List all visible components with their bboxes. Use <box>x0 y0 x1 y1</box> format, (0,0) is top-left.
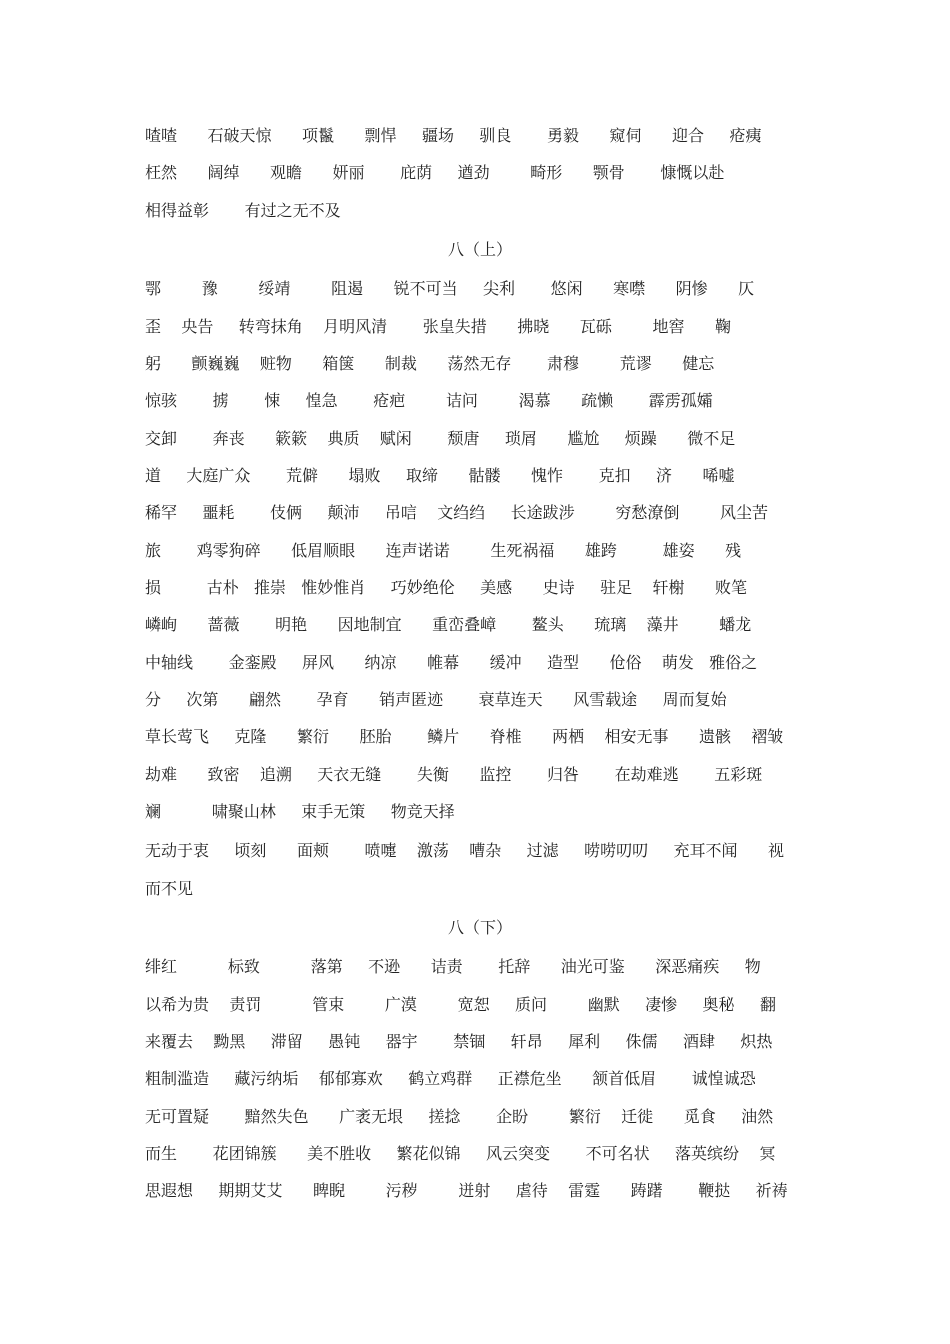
text-line: 而不见 <box>145 879 194 898</box>
text-line: 歪 央告 转弯抹角 月明风清 张皇失措 拂晓 瓦砾 地窖 鞠 <box>145 317 731 336</box>
text-line: 分 次第 翩然 孕育 销声匿迹 衰草连天 风雪载途 周而复始 <box>145 690 727 709</box>
text-line: 斓 啸聚山林 束手无策 物竞天择 <box>145 802 455 821</box>
text-line: 相得益彰 有过之无不及 <box>145 201 341 220</box>
text-line: 而生 花团锦簇 美不胜收 繁花似锦 风云突变 不可名状 落英缤纷 冥 <box>145 1144 776 1163</box>
text-line: 无可置疑 黯然失色 广袤无垠 搓捻 企盼 繁衍 迁徙 觅食 油然 <box>145 1107 774 1126</box>
text-line: 损 古朴 推崇 惟妙惟肖 巧妙绝伦 美感 史诗 驻足 轩榭 败笔 <box>145 578 747 597</box>
text-line: 粗制滥造 藏污纳垢 郁郁寡欢 鹤立鸡群 正襟危坐 颔首低眉 诚惶诚恐 <box>145 1069 756 1088</box>
text-line: 来覆去 黝黑 滞留 愚钝 器宇 禁锢 轩昂 犀利 侏儒 酒肆 炽热 <box>145 1032 773 1051</box>
text-line: 绯红 标致 落第 不逊 诘责 托辞 油光可鉴 深恶痛疾 物 <box>145 957 761 976</box>
text-line: 鄂 豫 绥靖 阻遏 锐不可当 尖利 悠闲 寒噤 阴惨 仄 <box>145 279 755 298</box>
text-line: 草长莺飞 克隆 繁衍 胚胎 鳞片 脊椎 两栖 相安无事 遗骸 褶皱 <box>145 727 784 746</box>
text-line: 惊骇 掳 悚 惶急 疮疤 诘问 渴慕 疏懒 霹雳孤孀 <box>145 391 713 410</box>
text-line: 劫难 致密 追溯 天衣无缝 失衡 监控 归咎 在劫难逃 五彩斑 <box>145 765 763 784</box>
text-line: 交卸 奔丧 簌簌 典质 赋闲 颓唐 琐屑 尴尬 烦躁 微不足 <box>145 429 736 448</box>
text-line: 躬 颤巍巍 赃物 箱箧 制裁 荡然无存 肃穆 荒谬 健忘 <box>145 354 715 373</box>
text-line: 枉然 阔绰 观瞻 妍丽 庇荫 遒劲 畸形 颚骨 慷慨以赴 <box>145 163 725 182</box>
text-line: 无动于衷 顷刻 面颊 喷嚏 激荡 嘈杂 过滤 唠唠叨叨 充耳不闻 视 <box>145 841 785 860</box>
text-line: 喳喳 石破天惊 项鬣 剽悍 疆场 驯良 勇毅 窥伺 迎合 疮痍 <box>145 126 762 145</box>
section-heading-8a: 八（上） <box>447 240 512 259</box>
text-line: 以希为贵 责罚 管束 广漠 宽恕 质问 幽默 凄惨 奥秘 翻 <box>145 995 776 1014</box>
text-line: 中轴线 金銮殿 屏风 纳凉 帷幕 缓冲 造型 伧俗 萌发 雅俗之 <box>145 653 758 672</box>
section-heading-8b: 八（下） <box>447 918 512 937</box>
text-line: 思遐想 期期艾艾 睥睨 污秽 迸射 虐待 雷霆 踌躇 鞭挞 祈祷 <box>145 1181 788 1200</box>
text-line: 嶙峋 蔷薇 明艳 因地制宜 重峦叠嶂 鳌头 琉璃 藻井 蟠龙 <box>145 615 752 634</box>
text-line: 稀罕 噩耗 伎俩 颠沛 吊唁 文绉绉 长途跋涉 穷愁潦倒 风尘苦 <box>145 503 769 522</box>
text-line: 道 大庭广众 荒僻 塌败 取缔 骷髅 愧怍 克扣 济 唏嘘 <box>145 466 735 485</box>
text-line: 旅 鸡零狗碎 低眉顺眼 连声诺诺 生死祸福 雄跨 雄姿 残 <box>145 541 742 560</box>
